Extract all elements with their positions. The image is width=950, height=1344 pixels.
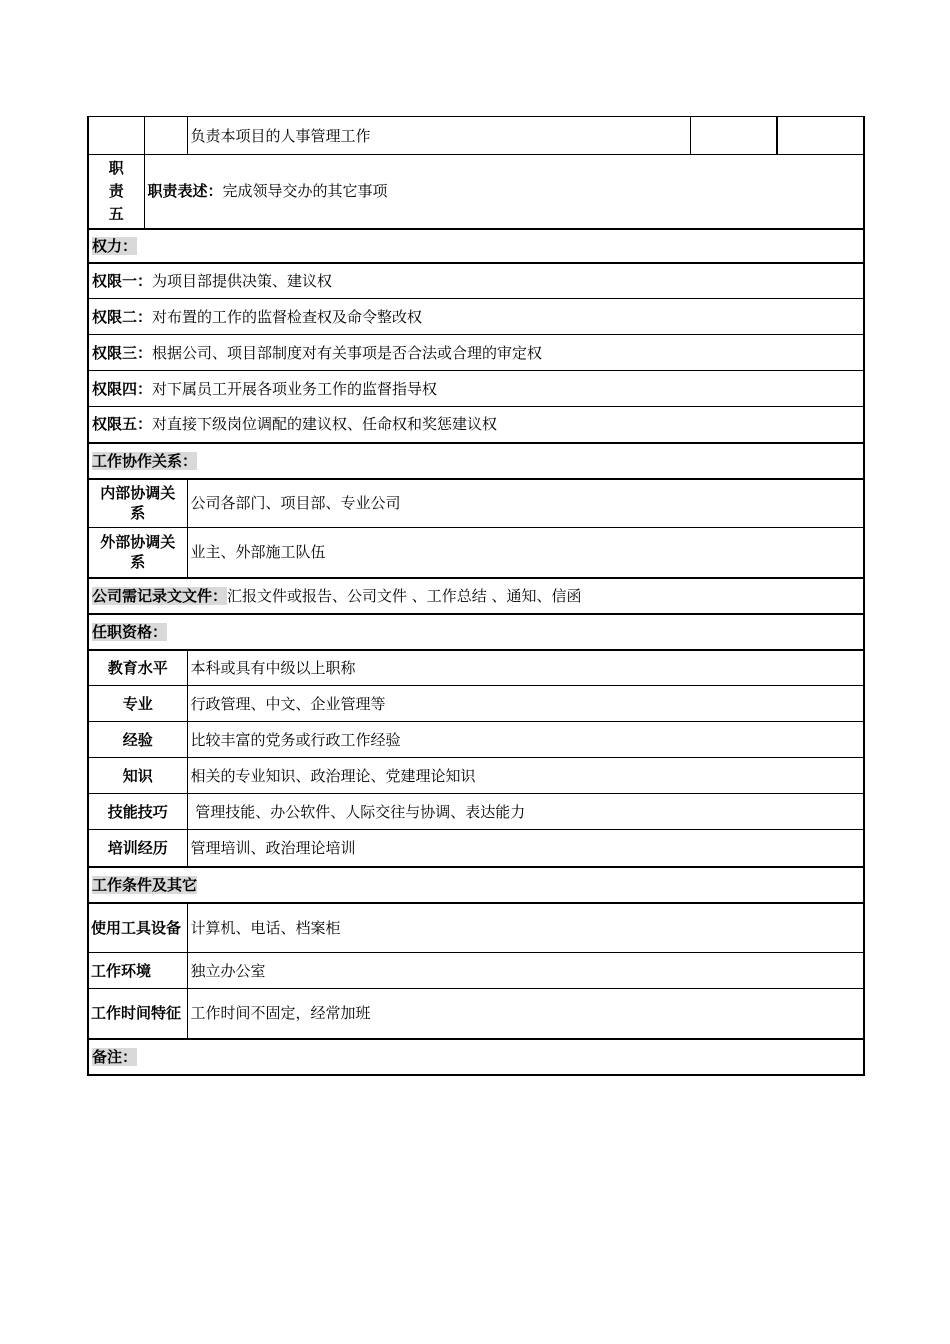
authority-item-text: 为项目部提供决策、建议权 [152, 271, 333, 290]
authority-row-5 [88, 407, 864, 443]
duty5-desc-text: 完成领导交办的其它事项 [222, 182, 388, 201]
duty5-row [88, 155, 864, 229]
documents-label: 公司需记录文文件： [92, 586, 228, 605]
authority-row-4 [88, 371, 864, 407]
conditions-environment-text: 独立办公室 [187, 953, 864, 989]
qualification-training-text: 管理培训、政治理论培训 [187, 830, 864, 867]
top-row-cell-empty-4 [777, 117, 864, 155]
top-row-cell-empty-2 [144, 117, 187, 155]
qualification-knowledge-text: 相关的专业知识、政治理论、党建理论知识 [187, 758, 864, 794]
qualification-row-training [88, 830, 864, 867]
qualification-major-label: 专业 [88, 686, 187, 722]
qualification-skills-label: 技能技巧 [88, 794, 187, 830]
qualification-major-text: 行政管理、中文、企业管理等 [187, 686, 864, 722]
qualification-experience-label: 经验 [88, 722, 187, 758]
authority-item-1 [88, 263, 864, 299]
authority-item-label: 权限三： [92, 343, 153, 362]
duty5-label: 职 责 五 [88, 155, 144, 229]
conditions-row-tools [88, 903, 864, 953]
qualification-row-experience [88, 722, 864, 758]
documents-text: 汇报文件或报告、公司文件 、工作总结 、通知、信函 [227, 586, 582, 605]
authority-item-4 [88, 371, 864, 407]
job-description-table [87, 116, 865, 1076]
conditions-tools-label: 使用工具设备 [88, 903, 187, 953]
job-description-table-container [87, 116, 863, 1076]
qualification-training-label: 培训经历 [88, 830, 187, 867]
qualification-education-text: 本科或具有中级以上职称 [187, 650, 864, 686]
duty5-description [144, 155, 864, 229]
qualification-education-label: 教育水平 [88, 650, 187, 686]
qualification-experience-text: 比较丰富的党务或行政工作经验 [187, 722, 864, 758]
authority-heading-row [88, 229, 864, 263]
conditions-hours-label: 工作时间特征 [88, 989, 187, 1039]
authority-row-2 [88, 299, 864, 335]
authority-item-label: 权限一： [92, 271, 153, 290]
cooperation-row-external [88, 528, 864, 578]
remarks-row [88, 1039, 864, 1075]
authority-item-text: 对直接下级岗位调配的建议权、任命权和奖惩建议权 [152, 415, 498, 434]
conditions-heading-text: 工作条件及其它 [92, 875, 198, 894]
qualification-knowledge-label: 知识 [88, 758, 187, 794]
duty5-desc-label: 职责表述： [147, 182, 223, 201]
qualification-heading-row [88, 614, 864, 650]
conditions-row-hours [88, 989, 864, 1039]
authority-item-text: 对布置的工作的监督检查权及命令整改权 [152, 307, 423, 326]
cooperation-row-internal [88, 479, 864, 528]
cooperation-external-label: 外部协调关系 [88, 528, 187, 578]
conditions-environment-label: 工作环境 [88, 953, 187, 989]
qualification-heading [88, 614, 864, 650]
cooperation-heading-row [88, 443, 864, 479]
cooperation-internal-text: 公司各部门、项目部、专业公司 [187, 479, 864, 528]
qualification-heading-text: 任职资格： [92, 622, 168, 641]
cooperation-external-text: 业主、外部施工队伍 [187, 528, 864, 578]
authority-item-label: 权限五： [92, 415, 153, 434]
conditions-row-environment [88, 953, 864, 989]
top-row-cell-empty-3 [690, 117, 777, 155]
documents-row [88, 578, 864, 614]
conditions-tools-text: 计算机、电话、档案柜 [187, 903, 864, 953]
remarks-heading [88, 1039, 864, 1075]
authority-row-3 [88, 335, 864, 371]
qualification-skills-text: 管理技能、办公软件、人际交往与协调、表达能力 [187, 794, 864, 830]
authority-item-2 [88, 299, 864, 335]
authority-item-text: 根据公司、项目部制度对有关事项是否合法或合理的审定权 [152, 343, 543, 362]
authority-item-label: 权限四： [92, 379, 153, 398]
qualification-row-major [88, 686, 864, 722]
cooperation-heading [88, 443, 864, 479]
conditions-heading-row [88, 867, 864, 903]
authority-item-3 [88, 335, 864, 371]
qualification-row-knowledge [88, 758, 864, 794]
authority-item-label: 权限二： [92, 307, 153, 326]
top-row [88, 117, 864, 155]
authority-heading [88, 229, 864, 263]
qualification-row-education [88, 650, 864, 686]
top-row-cell-empty-1 [88, 117, 144, 155]
conditions-heading [88, 867, 864, 903]
authority-heading-text: 权力： [92, 236, 138, 255]
authority-row-1 [88, 263, 864, 299]
cooperation-heading-text: 工作协作关系： [92, 451, 198, 470]
cooperation-internal-label: 内部协调关系 [88, 479, 187, 528]
top-row-text: 负责本项目的人事管理工作 [187, 117, 690, 155]
remarks-heading-text: 备注： [92, 1047, 138, 1066]
authority-item-text: 对下属员工开展各项业务工作的监督指导权 [152, 379, 438, 398]
authority-item-5 [88, 407, 864, 443]
qualification-row-skills [88, 794, 864, 830]
documents-cell [88, 578, 864, 614]
conditions-hours-text: 工作时间不固定，经常加班 [187, 989, 864, 1039]
